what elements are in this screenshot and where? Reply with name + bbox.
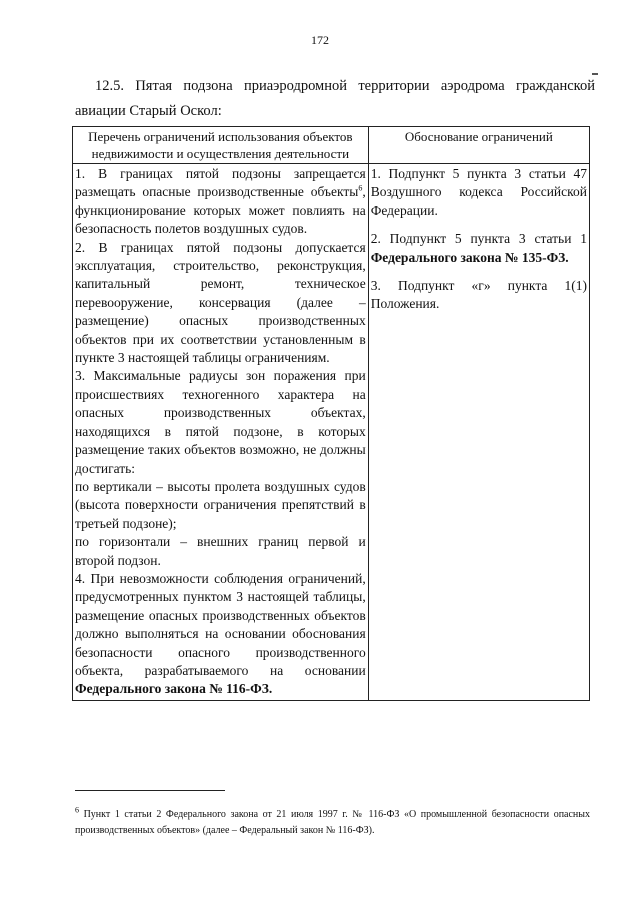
basis-item-2-text: 2. Подпункт 5 пункта 3 статьи 1 bbox=[370, 231, 587, 247]
header-restrictions: Перечень ограничений использования объектов недвижимости и осуществления деятельности bbox=[73, 127, 369, 164]
restriction-item-3: 3. Максимальные радиусы зон поражения при происшествиях техногенного характера на опасных производственных объектах, находящихся в пятой подзоне, в которых размещение таких объектов возможно, не должны достигать: bbox=[75, 368, 366, 476]
restriction-item-4-text: 4. При невозможности соблюдения ограничений, предусмотренных пунктом 3 настоящей таблицы, размещение опасных производственных объектов должно выполняться на основании обоснования безопасности опасного производственного объекта, разрабатываемого на основании bbox=[75, 570, 366, 678]
restrictions-cell bbox=[73, 164, 369, 701]
restriction-item-1 bbox=[75, 165, 366, 239]
basis-cell bbox=[368, 164, 589, 701]
restriction-vertical: по вертикали – высоты пролета воздушных судов (высота поверхности ограничения препятствий в третьей подзоне); bbox=[75, 478, 366, 531]
basis-item-1: 1. Подпункт 5 пункта 3 статьи 47 Воздушного кодекса Российской Федерации. bbox=[370, 166, 587, 218]
federal-law-135-ref: Федерального закона № 135-ФЗ. bbox=[370, 249, 569, 265]
footnote-reference: 6 bbox=[358, 183, 363, 193]
footnote-text: Пункт 1 статьи 2 Федерального закона от 21 июля 1997 г. № 116-ФЗ «О промышленной безопасности опасных производственных объектов» (далее – Федеральный закон № 116-ФЗ). bbox=[75, 809, 590, 836]
restriction-item-4 bbox=[75, 570, 366, 699]
table-row bbox=[73, 164, 590, 701]
table-header-row bbox=[73, 127, 590, 164]
basis-item-2 bbox=[371, 230, 587, 267]
footnote bbox=[75, 807, 590, 839]
section-heading bbox=[75, 74, 595, 124]
restrictions-table bbox=[72, 126, 590, 701]
page-number: 172 bbox=[311, 33, 329, 47]
footnote-divider bbox=[75, 790, 225, 791]
section-heading-line-2: авиации Старый Оскол: bbox=[75, 103, 222, 119]
section-heading-line-1: 12.5. Пятая подзона приаэродромной территории аэродрома гражданской bbox=[95, 78, 595, 94]
restriction-item-2: 2. В границах пятой подзоны допускается эксплуатация, строительство, реконструкция, капитальный ремонт, техническое перевооружение, консервация (далее – размещение) опасных производственных объектов при их соответствии установленным в пункте 3 настоящей таблицы ограничениям. bbox=[75, 239, 366, 366]
restriction-item-1-text: 1. В границах пятой подзоны запрещается размещать опасные производственные объекты bbox=[75, 166, 366, 200]
restriction-item-1-text-cont: , функционирование которых может повлиять на безопасность полетов воздушных судов. bbox=[75, 184, 366, 237]
header-basis: Обоснование ограничений bbox=[368, 127, 589, 164]
federal-law-116-ref: Федерального закона № 116-ФЗ. bbox=[75, 681, 273, 697]
footnote-mark: 6 bbox=[75, 805, 79, 815]
restriction-horizontal: по горизонтали – внешних границ первой и второй подзон. bbox=[75, 534, 366, 568]
basis-item-3: 3. Подпункт «г» пункта 1(1) Положения. bbox=[370, 278, 587, 312]
